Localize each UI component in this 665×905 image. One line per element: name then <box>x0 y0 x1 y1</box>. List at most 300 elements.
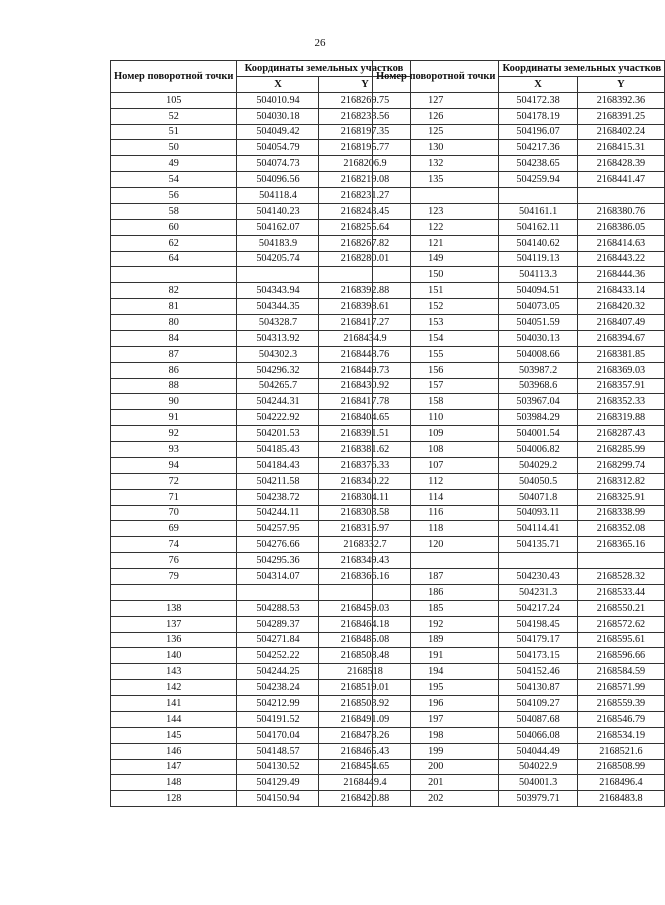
y-coordinate-cell: 2168269.75 <box>319 92 411 108</box>
x-coordinate-cell: 503979.71 <box>499 791 577 807</box>
point-number-cell: 92 <box>111 426 237 442</box>
y-coordinate-cell: 2168528.32 <box>577 569 665 585</box>
y-coordinate-cell: 2168381.85 <box>577 346 665 362</box>
table-row <box>373 616 665 632</box>
x-coordinate-cell: 504150.94 <box>237 791 319 807</box>
table-row <box>111 156 411 172</box>
table-row <box>111 505 411 521</box>
x-coordinate-cell: 504051.59 <box>499 315 577 331</box>
point-number-cell: 109 <box>373 426 499 442</box>
y-coordinate-cell: 2168414.63 <box>577 235 665 251</box>
point-number-cell: 140 <box>111 648 237 664</box>
table-row <box>373 92 665 108</box>
table-row <box>373 219 665 235</box>
header-point-number: Номер поворотной точки <box>111 61 237 93</box>
y-coordinate-cell: 2168392.88 <box>319 283 411 299</box>
y-coordinate-cell: 2168319.88 <box>577 410 665 426</box>
table-row <box>111 569 411 585</box>
table-row <box>373 299 665 315</box>
table-row <box>373 426 665 442</box>
y-coordinate-cell: 2168454.65 <box>319 759 411 775</box>
point-number-cell: 81 <box>111 299 237 315</box>
x-coordinate-cell: 504170.04 <box>237 727 319 743</box>
y-coordinate-cell: 2168312.82 <box>577 473 665 489</box>
x-coordinate-cell: 504238.72 <box>237 489 319 505</box>
x-coordinate-cell: 504118.4 <box>237 188 319 204</box>
table-row <box>373 600 665 616</box>
table-row <box>373 267 665 283</box>
table-row <box>373 457 665 473</box>
table-row <box>111 330 411 346</box>
table-row <box>373 203 665 219</box>
table-row <box>373 378 665 394</box>
table-row <box>111 775 411 791</box>
x-coordinate-cell: 504029.2 <box>499 457 577 473</box>
y-coordinate-cell: 2168219.08 <box>319 172 411 188</box>
point-number-cell: 155 <box>373 346 499 362</box>
table-row <box>111 346 411 362</box>
table-row <box>373 362 665 378</box>
table-row <box>111 299 411 315</box>
table-row <box>373 442 665 458</box>
x-coordinate-cell: 504238.65 <box>499 156 577 172</box>
y-coordinate-cell: 2168391.51 <box>319 426 411 442</box>
table-row <box>373 124 665 140</box>
table-row <box>373 283 665 299</box>
x-coordinate-cell: 504129.49 <box>237 775 319 791</box>
y-coordinate-cell: 2168352.08 <box>577 521 665 537</box>
y-coordinate-cell: 2168449.4 <box>319 775 411 791</box>
y-coordinate-cell: 2168380.76 <box>577 203 665 219</box>
point-number-cell: 123 <box>373 203 499 219</box>
point-number-cell: 118 <box>373 521 499 537</box>
point-number-cell: 110 <box>373 410 499 426</box>
x-coordinate-cell: 504113.3 <box>499 267 577 283</box>
table-row <box>111 251 411 267</box>
x-coordinate-cell: 504196.07 <box>499 124 577 140</box>
point-number-cell: 186 <box>373 584 499 600</box>
y-coordinate-cell: 2168508.48 <box>319 648 411 664</box>
y-coordinate-cell: 2168521.6 <box>577 743 665 759</box>
table-row <box>111 664 411 680</box>
table-row <box>373 648 665 664</box>
table-row <box>111 140 411 156</box>
point-number-cell: 195 <box>373 680 499 696</box>
x-coordinate-cell: 504288.53 <box>237 600 319 616</box>
y-coordinate-cell: 2168231.27 <box>319 188 411 204</box>
table-row <box>111 426 411 442</box>
x-coordinate-cell: 504087.68 <box>499 711 577 727</box>
table-row <box>111 188 411 204</box>
y-coordinate-cell: 2168596.66 <box>577 648 665 664</box>
table-row <box>373 791 665 807</box>
table-row <box>111 108 411 124</box>
x-coordinate-cell: 504049.42 <box>237 124 319 140</box>
y-coordinate-cell: 2168434.9 <box>319 330 411 346</box>
y-coordinate-cell: 2168491.09 <box>319 711 411 727</box>
table-row <box>373 743 665 759</box>
point-number-cell: 105 <box>111 92 237 108</box>
point-number-cell: 49 <box>111 156 237 172</box>
table-row <box>373 140 665 156</box>
point-number-cell: 150 <box>373 267 499 283</box>
x-coordinate-cell: 504276.66 <box>237 537 319 553</box>
x-coordinate-cell: 504030.18 <box>237 108 319 124</box>
table-row <box>373 696 665 712</box>
y-coordinate-cell: 2168233.56 <box>319 108 411 124</box>
table-row <box>111 362 411 378</box>
y-coordinate-cell: 2168407.49 <box>577 315 665 331</box>
header-y: Y <box>319 76 411 92</box>
y-coordinate-cell: 2168381.62 <box>319 442 411 458</box>
x-coordinate-cell: 504173.15 <box>499 648 577 664</box>
point-number-cell: 147 <box>111 759 237 775</box>
x-coordinate-cell: 504205.74 <box>237 251 319 267</box>
y-coordinate-cell: 2168376.33 <box>319 457 411 473</box>
x-coordinate-cell: 504054.79 <box>237 140 319 156</box>
x-coordinate-cell: 504148.57 <box>237 743 319 759</box>
point-number-cell: 52 <box>111 108 237 124</box>
y-coordinate-cell: 2168496.4 <box>577 775 665 791</box>
table-row <box>373 727 665 743</box>
table-row <box>111 410 411 426</box>
point-number-cell <box>111 267 237 283</box>
x-coordinate-cell: 504074.73 <box>237 156 319 172</box>
table-row <box>111 680 411 696</box>
point-number-cell: 114 <box>373 489 499 505</box>
table-row <box>111 743 411 759</box>
x-coordinate-cell: 504244.25 <box>237 664 319 680</box>
point-number-cell: 86 <box>111 362 237 378</box>
point-number-cell: 132 <box>373 156 499 172</box>
point-number-cell: 56 <box>111 188 237 204</box>
y-coordinate-cell: 2168441.47 <box>577 172 665 188</box>
table-row <box>111 553 411 569</box>
point-number-cell: 128 <box>111 791 237 807</box>
x-coordinate-cell: 504109.27 <box>499 696 577 712</box>
y-coordinate-cell: 2168386.05 <box>577 219 665 235</box>
x-coordinate-cell: 504001.54 <box>499 426 577 442</box>
x-coordinate-cell: 504244.11 <box>237 505 319 521</box>
x-coordinate-cell: 504302.3 <box>237 346 319 362</box>
point-number-cell: 141 <box>111 696 237 712</box>
x-coordinate-cell: 504244.31 <box>237 394 319 410</box>
header-y: Y <box>577 76 665 92</box>
y-coordinate-cell: 2168195.77 <box>319 140 411 156</box>
y-coordinate-cell: 2168485.08 <box>319 632 411 648</box>
x-coordinate-cell: 504265.7 <box>237 378 319 394</box>
y-coordinate-cell: 2168483.8 <box>577 791 665 807</box>
point-number-cell: 143 <box>111 664 237 680</box>
y-coordinate-cell: 2168584.59 <box>577 664 665 680</box>
point-number-cell: 157 <box>373 378 499 394</box>
y-coordinate-cell: 2168533.44 <box>577 584 665 600</box>
x-coordinate-cell: 504178.19 <box>499 108 577 124</box>
point-number-cell: 137 <box>111 616 237 632</box>
point-number-cell: 87 <box>111 346 237 362</box>
y-coordinate-cell: 2168464.18 <box>319 616 411 632</box>
point-number-cell: 112 <box>373 473 499 489</box>
y-coordinate-cell: 2168338.99 <box>577 505 665 521</box>
x-coordinate-cell: 504010.94 <box>237 92 319 108</box>
x-coordinate-cell: 503987.2 <box>499 362 577 378</box>
point-number-cell: 90 <box>111 394 237 410</box>
point-number-cell: 70 <box>111 505 237 521</box>
x-coordinate-cell: 504071.8 <box>499 489 577 505</box>
y-coordinate-cell: 2168366.16 <box>319 569 411 585</box>
point-number-cell: 54 <box>111 172 237 188</box>
point-number-cell: 135 <box>373 172 499 188</box>
x-coordinate-cell: 503967.04 <box>499 394 577 410</box>
x-coordinate-cell: 504050.5 <box>499 473 577 489</box>
y-coordinate-cell: 2168448.76 <box>319 346 411 362</box>
point-number-cell: 136 <box>111 632 237 648</box>
table-row <box>111 791 411 807</box>
y-coordinate-cell: 2168415.31 <box>577 140 665 156</box>
point-number-cell <box>373 553 499 569</box>
x-coordinate-cell: 504271.84 <box>237 632 319 648</box>
table-row <box>111 378 411 394</box>
y-coordinate-cell: 2168420.32 <box>577 299 665 315</box>
y-coordinate-cell: 2168315.97 <box>319 521 411 537</box>
y-coordinate-cell: 2168352.33 <box>577 394 665 410</box>
table-row <box>373 473 665 489</box>
point-number-cell: 197 <box>373 711 499 727</box>
y-coordinate-cell: 2168332.7 <box>319 537 411 553</box>
x-coordinate-cell: 504230.43 <box>499 569 577 585</box>
x-coordinate-cell: 504094.51 <box>499 283 577 299</box>
table-row <box>111 283 411 299</box>
point-number-cell: 64 <box>111 251 237 267</box>
table-row <box>111 219 411 235</box>
x-coordinate-cell <box>499 553 577 569</box>
x-coordinate-cell: 504130.52 <box>237 759 319 775</box>
point-number-cell: 116 <box>373 505 499 521</box>
x-coordinate-cell: 504172.38 <box>499 92 577 108</box>
x-coordinate-cell: 504314.07 <box>237 569 319 585</box>
x-coordinate-cell: 504343.94 <box>237 283 319 299</box>
y-coordinate-cell: 2168402.24 <box>577 124 665 140</box>
coordinates-rows-left <box>111 92 411 806</box>
table-row <box>373 521 665 537</box>
y-coordinate-cell: 2168299.74 <box>577 457 665 473</box>
y-coordinate-cell: 2168365.16 <box>577 537 665 553</box>
x-coordinate-cell: 504066.08 <box>499 727 577 743</box>
table-row <box>111 489 411 505</box>
point-number-cell: 58 <box>111 203 237 219</box>
table-row <box>373 553 665 569</box>
point-number-cell: 80 <box>111 315 237 331</box>
x-coordinate-cell: 504140.23 <box>237 203 319 219</box>
y-coordinate-cell: 2168546.79 <box>577 711 665 727</box>
y-coordinate-cell: 2168433.14 <box>577 283 665 299</box>
coordinates-table-left <box>110 60 411 807</box>
point-number-cell: 200 <box>373 759 499 775</box>
x-coordinate-cell: 504130.87 <box>499 680 577 696</box>
point-number-cell: 154 <box>373 330 499 346</box>
point-number-cell: 108 <box>373 442 499 458</box>
y-coordinate-cell: 2168391.25 <box>577 108 665 124</box>
x-coordinate-cell: 504217.24 <box>499 600 577 616</box>
x-coordinate-cell: 504296.32 <box>237 362 319 378</box>
point-number-cell: 189 <box>373 632 499 648</box>
table-row <box>373 584 665 600</box>
x-coordinate-cell: 504162.07 <box>237 219 319 235</box>
x-coordinate-cell: 503984.29 <box>499 410 577 426</box>
point-number-cell: 156 <box>373 362 499 378</box>
x-coordinate-cell: 504114.41 <box>499 521 577 537</box>
point-number-cell: 71 <box>111 489 237 505</box>
y-coordinate-cell: 2168304.11 <box>319 489 411 505</box>
x-coordinate-cell: 504198.45 <box>499 616 577 632</box>
point-number-cell: 51 <box>111 124 237 140</box>
y-coordinate-cell: 2168572.62 <box>577 616 665 632</box>
y-coordinate-cell: 2168349.43 <box>319 553 411 569</box>
header-coords-group: Координаты земельных участков <box>499 61 665 77</box>
table-row <box>373 156 665 172</box>
y-coordinate-cell: 2168197.35 <box>319 124 411 140</box>
coordinates-rows-right <box>373 92 665 806</box>
table-row <box>373 632 665 648</box>
y-coordinate-cell <box>577 188 665 204</box>
x-coordinate-cell: 504119.13 <box>499 251 577 267</box>
x-coordinate-cell: 504259.94 <box>499 172 577 188</box>
y-coordinate-cell: 2168417.27 <box>319 315 411 331</box>
x-coordinate-cell: 504191.52 <box>237 711 319 727</box>
y-coordinate-cell: 2168267.82 <box>319 235 411 251</box>
table-row <box>111 537 411 553</box>
table-row <box>373 569 665 585</box>
y-coordinate-cell: 2168534.19 <box>577 727 665 743</box>
x-coordinate-cell: 504152.46 <box>499 664 577 680</box>
x-coordinate-cell: 504096.56 <box>237 172 319 188</box>
point-number-cell: 88 <box>111 378 237 394</box>
y-coordinate-cell: 2168404.65 <box>319 410 411 426</box>
point-number-cell: 76 <box>111 553 237 569</box>
x-coordinate-cell: 504183.9 <box>237 235 319 251</box>
x-coordinate-cell <box>237 267 319 283</box>
table-row <box>373 394 665 410</box>
x-coordinate-cell: 504295.36 <box>237 553 319 569</box>
table-row <box>111 92 411 108</box>
x-coordinate-cell: 504179.17 <box>499 632 577 648</box>
y-coordinate-cell: 2168398.61 <box>319 299 411 315</box>
table-row <box>111 267 411 283</box>
point-number-cell: 93 <box>111 442 237 458</box>
y-coordinate-cell: 2168503.92 <box>319 696 411 712</box>
point-number-cell: 69 <box>111 521 237 537</box>
table-row <box>111 203 411 219</box>
x-coordinate-cell: 504212.99 <box>237 696 319 712</box>
x-coordinate-cell: 504201.53 <box>237 426 319 442</box>
y-coordinate-cell: 2168550.21 <box>577 600 665 616</box>
x-coordinate-cell: 504231.3 <box>499 584 577 600</box>
x-coordinate-cell: 504257.95 <box>237 521 319 537</box>
point-number-cell: 82 <box>111 283 237 299</box>
point-number-cell: 107 <box>373 457 499 473</box>
point-number-cell: 145 <box>111 727 237 743</box>
table-row <box>373 235 665 251</box>
point-number-cell: 72 <box>111 473 237 489</box>
point-number-cell: 62 <box>111 235 237 251</box>
point-number-cell: 151 <box>373 283 499 299</box>
point-number-cell: 144 <box>111 711 237 727</box>
x-coordinate-cell: 504222.92 <box>237 410 319 426</box>
table-row <box>111 759 411 775</box>
coordinates-table-right <box>372 60 665 807</box>
point-number-cell: 74 <box>111 537 237 553</box>
y-coordinate-cell: 2168571.99 <box>577 680 665 696</box>
x-coordinate-cell: 504006.82 <box>499 442 577 458</box>
y-coordinate-cell: 2168559.39 <box>577 696 665 712</box>
point-number-cell: 152 <box>373 299 499 315</box>
y-coordinate-cell: 2168340.22 <box>319 473 411 489</box>
point-number-cell: 138 <box>111 600 237 616</box>
header-point-number: Номер поворотной точки <box>373 61 499 93</box>
y-coordinate-cell: 2168443.22 <box>577 251 665 267</box>
y-coordinate-cell: 2168428.39 <box>577 156 665 172</box>
point-number-cell: 126 <box>373 108 499 124</box>
point-number-cell: 121 <box>373 235 499 251</box>
table-row <box>373 315 665 331</box>
x-coordinate-cell: 504001.3 <box>499 775 577 791</box>
point-number-cell: 153 <box>373 315 499 331</box>
x-coordinate-cell: 504328.7 <box>237 315 319 331</box>
y-coordinate-cell: 2168206.9 <box>319 156 411 172</box>
x-coordinate-cell: 504211.58 <box>237 473 319 489</box>
x-coordinate-cell: 504073.05 <box>499 299 577 315</box>
y-coordinate-cell: 2168430.92 <box>319 378 411 394</box>
point-number-cell: 158 <box>373 394 499 410</box>
x-coordinate-cell: 503968.6 <box>499 378 577 394</box>
table-row <box>111 124 411 140</box>
y-coordinate-cell: 2168369.03 <box>577 362 665 378</box>
y-coordinate-cell: 2168392.36 <box>577 92 665 108</box>
point-number-cell: 149 <box>373 251 499 267</box>
point-number-cell: 201 <box>373 775 499 791</box>
point-number-cell: 148 <box>111 775 237 791</box>
table-row <box>111 696 411 712</box>
x-coordinate-cell: 504044.49 <box>499 743 577 759</box>
x-coordinate-cell: 504161.1 <box>499 203 577 219</box>
y-coordinate-cell: 2168444.36 <box>577 267 665 283</box>
y-coordinate-cell: 2168285.99 <box>577 442 665 458</box>
x-coordinate-cell <box>499 188 577 204</box>
x-coordinate-cell: 504030.13 <box>499 330 577 346</box>
table-row <box>111 632 411 648</box>
y-coordinate-cell: 2168519.01 <box>319 680 411 696</box>
header-x: X <box>499 76 577 92</box>
y-coordinate-cell: 2168303.58 <box>319 505 411 521</box>
point-number-cell: 194 <box>373 664 499 680</box>
y-coordinate-cell: 2168255.64 <box>319 219 411 235</box>
y-coordinate-cell: 2168465.43 <box>319 743 411 759</box>
y-coordinate-cell: 2168518 <box>319 664 411 680</box>
y-coordinate-cell: 2168478.26 <box>319 727 411 743</box>
point-number-cell: 130 <box>373 140 499 156</box>
point-number-cell: 187 <box>373 569 499 585</box>
table-row <box>111 711 411 727</box>
x-coordinate-cell: 504313.92 <box>237 330 319 346</box>
x-coordinate-cell: 504135.71 <box>499 537 577 553</box>
x-coordinate-cell: 504344.35 <box>237 299 319 315</box>
table-row <box>373 537 665 553</box>
point-number-cell: 192 <box>373 616 499 632</box>
table-row <box>111 584 411 600</box>
header-x: X <box>237 76 319 92</box>
header-coords-group: Координаты земельных участков <box>237 61 411 77</box>
point-number-cell: 198 <box>373 727 499 743</box>
